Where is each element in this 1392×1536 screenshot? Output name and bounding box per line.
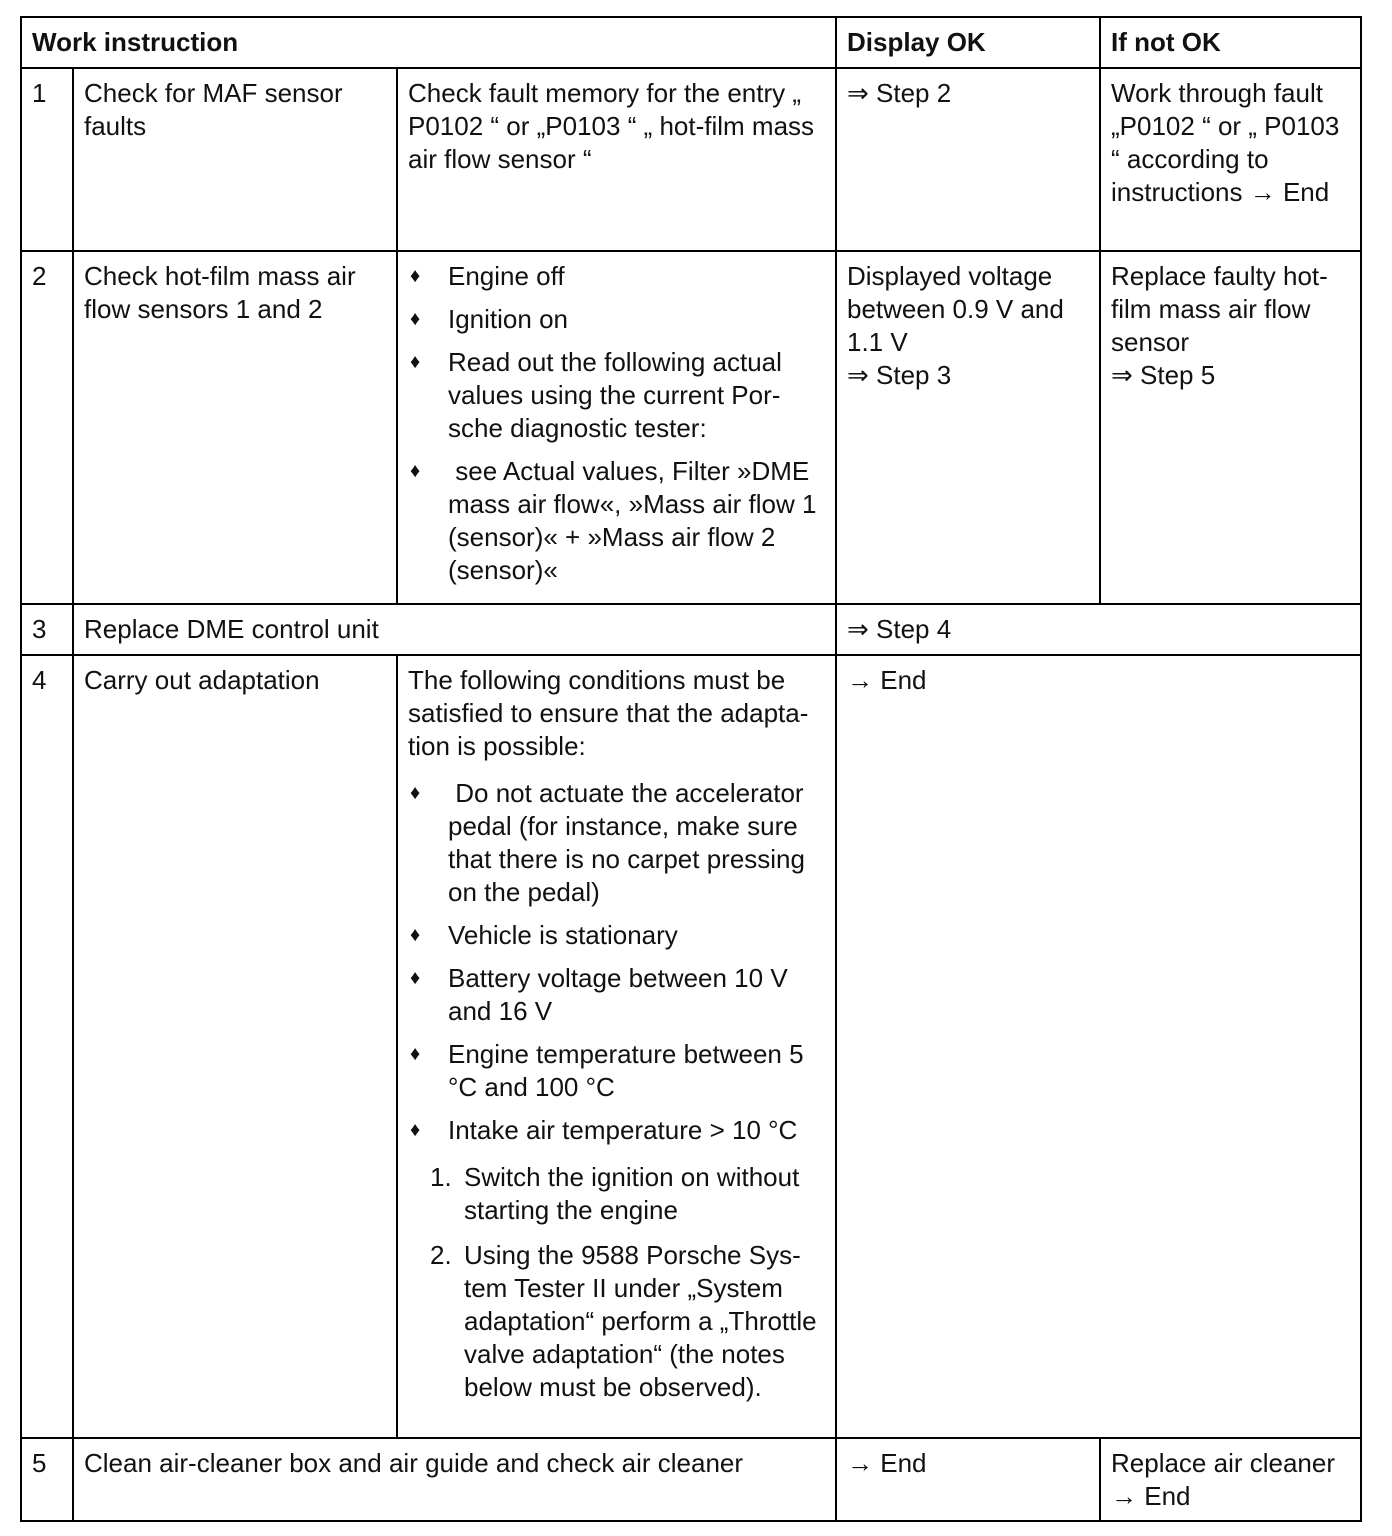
table-row <box>21 251 1361 604</box>
diamond-bullet-icon: ♦ <box>410 308 421 330</box>
list-item: ♦ Vehicle is stationary <box>410 920 678 950</box>
list-item: ♦ Intake air temperature > 10 °C <box>410 1115 798 1145</box>
header-if-not-ok: If not OK <box>1100 17 1361 68</box>
detail-intro: The following conditions must be satisfied to ensure that the adapta-tion is possible: <box>408 665 809 761</box>
diamond-bullet-icon: ♦ <box>410 460 421 482</box>
step-number: 3 <box>21 604 73 655</box>
if-not-ok-cell: Work through fault „P0102 “ or „ P0103 “ according to instructions → End <box>1100 68 1361 251</box>
diamond-bullet-icon: ♦ <box>410 1119 421 1141</box>
task-cell: Clean air-cleaner box and air guide and check air cleaner <box>73 1438 836 1521</box>
display-ok-cell <box>836 251 1100 604</box>
step-index: 2. <box>430 1240 452 1270</box>
table-row <box>21 1438 1361 1521</box>
condition-list <box>408 777 825 1147</box>
list-item: ♦ Engine off <box>410 261 565 291</box>
task-cell: Check for MAF sensor faults <box>73 68 397 251</box>
task-cell: Check hot-film mass air flow sensors 1 and 2 <box>73 251 397 604</box>
step-number: 2 <box>21 251 73 604</box>
list-item: ♦ Battery voltage between 10 V and 16 V <box>410 963 788 1026</box>
table-row <box>21 655 1361 1438</box>
step-index: 1. <box>430 1162 452 1192</box>
display-ok-text: Displayed voltage between 0.9 V and 1.1 V <box>847 261 1064 357</box>
detail-cell: Check fault memory for the entry „ P0102 “ or „P0103 “ „ hot-film mass air flow sensor “ <box>397 68 836 251</box>
task-cell: Replace DME control unit <box>73 604 836 655</box>
display-ok-cell: ⇒ Step 4 <box>836 604 1361 655</box>
if-not-ok-step: → End <box>1111 1481 1191 1511</box>
task-cell: Carry out adaptation <box>73 655 397 1438</box>
table-row <box>21 68 1361 251</box>
if-not-ok-cell <box>1100 251 1361 604</box>
step-number: 4 <box>21 655 73 1438</box>
detail-cell <box>397 655 836 1438</box>
display-ok-cell: → End <box>836 655 1361 1438</box>
list-item: ♦ Do not actuate the accelerator pedal (for instance, make sure that there is no carpet pressing on the pedal) <box>410 778 813 907</box>
display-ok-cell: ⇒ Step 2 <box>836 68 1100 251</box>
if-not-ok-cell <box>1100 1438 1361 1521</box>
table-row <box>21 604 1361 655</box>
diamond-bullet-icon: ♦ <box>410 924 421 946</box>
header-display-ok: Display OK <box>836 17 1100 68</box>
list-item: 2. Using the 9588 Porsche Sys-tem Tester II under „System adaptation“ perform a „Throttle valve adaptation“ (the notes below must be observed). <box>430 1240 817 1402</box>
list-item: ♦ Read out the following actual values using the current Por-sche diagnostic tester: <box>410 347 782 443</box>
if-not-ok-text: Replace air cleaner <box>1111 1448 1336 1478</box>
list-item: 1. Switch the ignition on without starting the engine <box>430 1162 800 1225</box>
diamond-bullet-icon: ♦ <box>410 265 421 287</box>
diamond-bullet-icon: ♦ <box>410 351 421 373</box>
diamond-bullet-icon: ♦ <box>410 1043 421 1065</box>
display-ok-step: ⇒ Step 3 <box>847 360 952 390</box>
display-ok-cell: → End <box>836 1438 1100 1521</box>
header-work-instruction: Work instruction <box>21 17 836 68</box>
list-item: ♦ see Actual values, Filter »DME mass air flow«, »Mass air flow 1 (sensor)« + »Mass air flow 2 (sensor)« <box>410 456 824 585</box>
work-instruction-table <box>20 16 1362 1522</box>
step-number: 1 <box>21 68 73 251</box>
list-item: ♦ Engine temperature between 5 °C and 100 °C <box>410 1039 804 1102</box>
if-not-ok-step: ⇒ Step 5 <box>1111 360 1216 390</box>
header-row <box>21 17 1361 68</box>
diamond-bullet-icon: ♦ <box>410 782 421 804</box>
step-number: 5 <box>21 1438 73 1521</box>
if-not-ok-text: Replace faulty hot-film mass air flow sensor <box>1111 261 1328 357</box>
diamond-bullet-icon: ♦ <box>410 967 421 989</box>
detail-cell <box>397 251 836 604</box>
condition-list <box>408 260 825 587</box>
procedure-steps <box>408 1161 825 1404</box>
list-item: ♦ Ignition on <box>410 304 568 334</box>
